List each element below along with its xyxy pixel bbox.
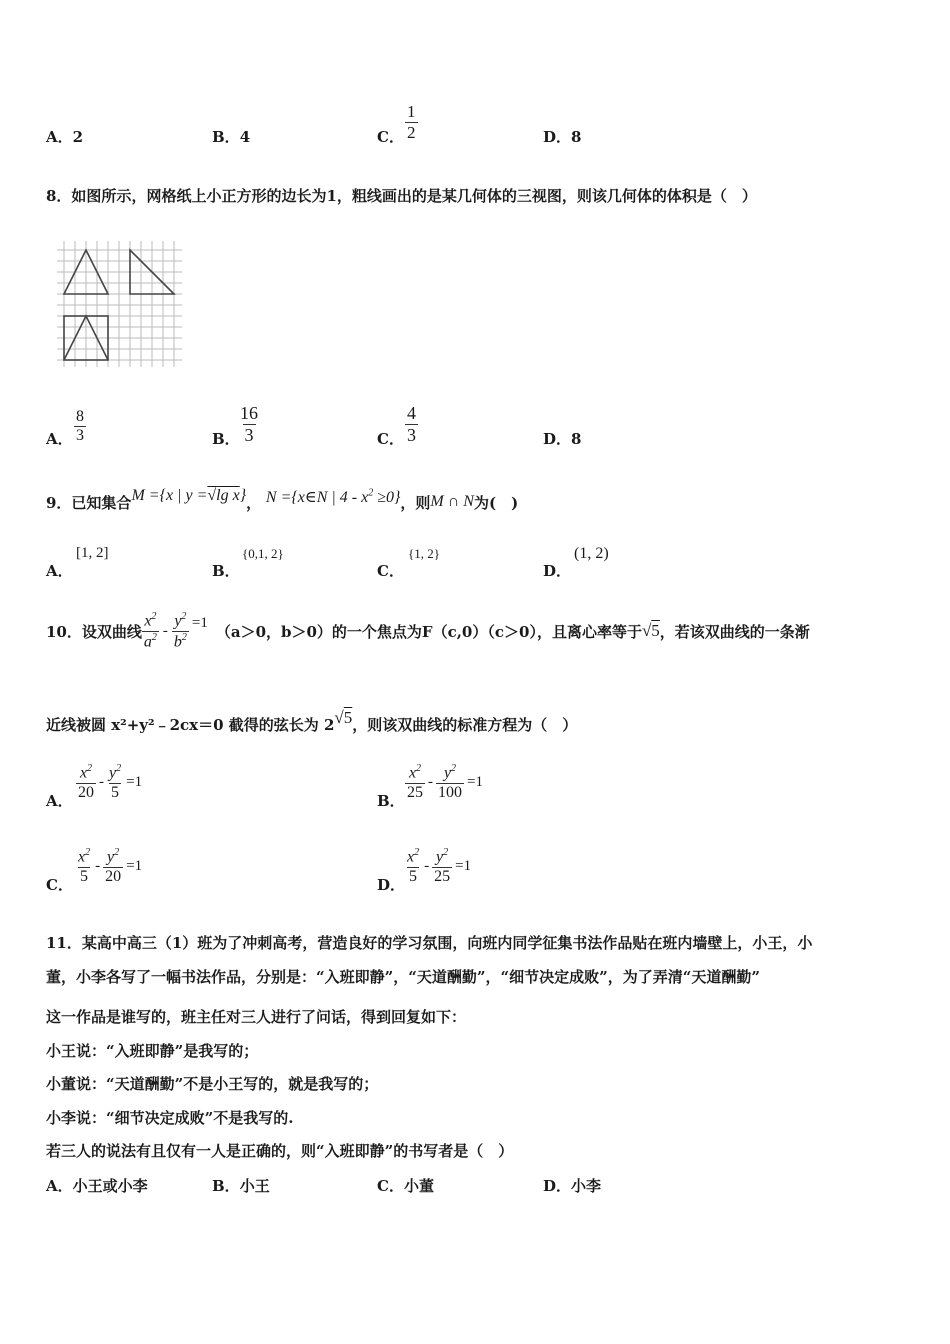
q10-option-d-equation: $\frac{x^2}{5}$ - $\frac{y^2}{25}$ =1: [407, 847, 472, 885]
q10-stem-line1: 10．设双曲线 $\frac{x^2}{a^2}$ - $\frac{y^2}{b^2}$ =1 （a＞0，b＞0）的一个焦点为F（c,0）（c＞0），且离心率等于 √5 ，若该双曲线的一条渐: [46, 610, 810, 650]
q9-option-a-letter: A．: [46, 562, 73, 580]
q11-line-1: 11．某高中高三（1）班为了冲刺高考，营造良好的学习氛围，向班内同学征集书法作品贴在班内墙壁上，小王，小: [46, 934, 813, 952]
q11-line-6: 小李说：“细节决定成败”不是我写的.: [46, 1109, 294, 1127]
q9-option-c-letter: C．: [377, 562, 404, 580]
q7-option-b: B．4: [212, 128, 251, 146]
q8-stem: 8．如图所示，网格纸上小正方形的边长为1，粗线画出的是某几何体的三视图，则该几何体的体积是（ ）: [46, 187, 757, 205]
q7-option-a: A．2: [46, 128, 84, 146]
q10-option-a-letter: A．: [46, 792, 73, 810]
q10-option-d-letter: D．: [377, 876, 406, 894]
q8-option-c-fraction: $\frac{4}{3}$: [407, 403, 416, 445]
q8-option-b-fraction: $\frac{16}{3}$: [240, 403, 258, 445]
q9-stem: 9．已知集合M ={x | y =√lg x}， N ={x∈N | $4 - x^2 \ge 0$}，则M ∩ N为( ): [46, 487, 519, 512]
q9-option-b-value: {0,1, 2}: [242, 546, 284, 561]
q10-option-a-equation: $\frac{x^2}{20}$ - $\frac{y^2}{5}$ =1: [78, 763, 143, 801]
q8-option-c-letter: C．: [377, 430, 404, 448]
q10-option-b-letter: B．: [377, 792, 405, 810]
q10-option-c-equation: $\frac{x^2}{5}$ - $\frac{y^2}{20}$ =1: [78, 847, 143, 885]
q8-option-b-letter: B．: [212, 430, 240, 448]
q7-option-d: D．8: [543, 128, 582, 146]
three-view-grid-figure: [54, 238, 186, 370]
q11-option-b: B．小王: [212, 1177, 270, 1195]
q11-option-a: A．小王或小李: [46, 1177, 148, 1195]
q7-option-c-fraction: $\frac{1}{2}$: [407, 102, 416, 142]
q9-option-d-letter: D．: [543, 562, 572, 580]
q8-option-a-fraction: $\frac{8}{3}$: [76, 408, 84, 445]
q10-option-c-letter: C．: [46, 876, 73, 894]
q8-option-a-letter: A．: [46, 430, 73, 448]
q9-option-d-value: (1, 2): [574, 545, 609, 562]
q11-line-3: 这一作品是谁写的，班主任对三人进行了问话，得到回复如下：: [46, 1008, 467, 1026]
q9-option-a-value: [1, 2]: [76, 545, 109, 561]
q10-option-b-equation: $\frac{x^2}{25}$ - $\frac{y^2}{100}$ =1: [407, 763, 483, 801]
q9-option-c-value: {1, 2}: [408, 546, 440, 561]
q11-line-4: 小王说：“入班即静”是我写的；: [46, 1042, 259, 1060]
q11-line-7: 若三人的说法有且仅有一人是正确的，则“入班即静”的书写者是（ ）: [46, 1142, 514, 1160]
q7-option-c-letter: C．: [377, 128, 404, 146]
q11-option-c: C．小董: [377, 1177, 434, 1195]
q10-stem-line2: 近线被圆 x²+y²﹣2cx＝0 截得的弦长为 2 √5 ，则该双曲线的标准方程为（ ）: [46, 708, 578, 734]
grid-lines: [57, 241, 182, 367]
q9-option-b-letter: B．: [212, 562, 240, 580]
q11-line-2: 董，小李各写了一幅书法作品，分别是：“入班即静”，“天道酬勤”，“细节决定成败”，为了弄清“天道酬勤”: [46, 968, 761, 986]
q8-option-d: D．8: [543, 430, 582, 448]
q11-line-5: 小董说：“天道酬勤”不是小王写的，就是我写的；: [46, 1075, 379, 1093]
q11-option-d: D．小李: [543, 1177, 602, 1195]
